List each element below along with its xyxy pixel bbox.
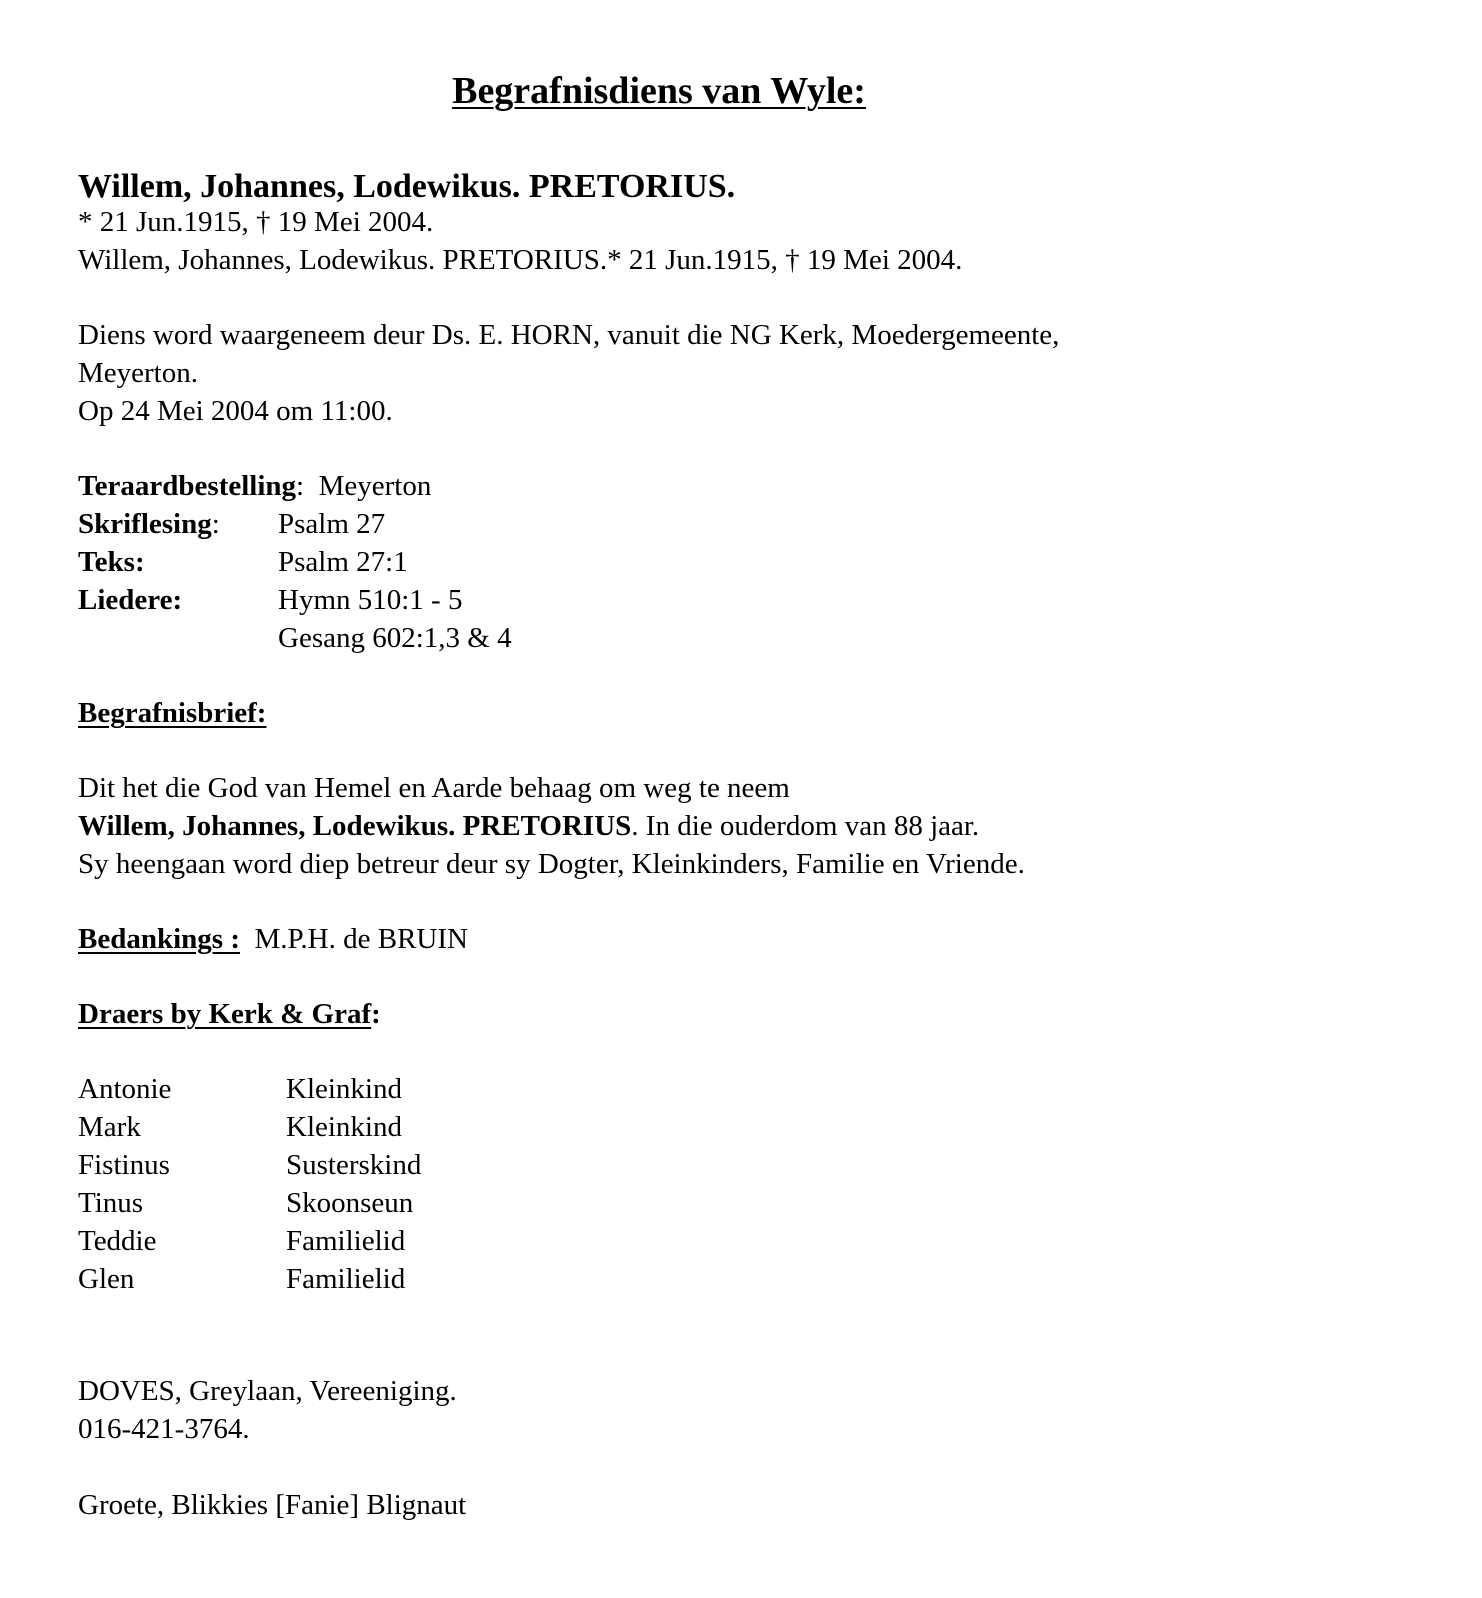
service-line-2: Meyerton. bbox=[78, 357, 198, 389]
pallbearer-relation: Familielid bbox=[286, 1263, 406, 1295]
pallbearer-name: Tinus bbox=[78, 1187, 144, 1219]
pallbearer-name: Mark bbox=[78, 1111, 141, 1143]
letter-heading-text: Begrafnisbrief: bbox=[78, 697, 267, 729]
letter-line-3: Sy heengaan word diep betreur deur sy Dogter, Kleinkinders, Familie en Vriende. bbox=[78, 848, 1025, 880]
letter-line-1: Dit het die God van Hemel en Aarde behaag om weg te neem bbox=[78, 772, 790, 804]
undertaker-line: DOVES, Greylaan, Vereeniging. bbox=[78, 1375, 457, 1407]
service-line-1: Diens word waargeneem deur Ds. E. HORN, vanuit die NG Kerk, Moedergemeente, bbox=[78, 319, 1060, 351]
document-title-text: Begrafnisdiens van Wyle: bbox=[452, 70, 866, 112]
closing-signature: Groete, Blikkies [Fanie] Blignaut bbox=[78, 1489, 467, 1521]
pallbearers-heading bbox=[78, 995, 381, 1033]
document-title bbox=[0, 66, 1318, 116]
reading-label-row bbox=[78, 505, 220, 543]
pallbearers-heading-colon: : bbox=[371, 998, 381, 1030]
letter-heading bbox=[78, 694, 266, 732]
pallbearer-name: Teddie bbox=[78, 1225, 157, 1257]
pallbearer-relation: Skoonseun bbox=[286, 1187, 414, 1219]
pallbearer-relation: Familielid bbox=[286, 1225, 406, 1257]
pallbearers-heading-text: Draers by Kerk & Graf bbox=[78, 998, 372, 1030]
letter-line-2 bbox=[78, 807, 979, 845]
pallbearer-relation: Kleinkind bbox=[286, 1073, 402, 1105]
thanks-value: M.P.H. de BRUIN bbox=[254, 923, 468, 955]
songs-label: Liedere: bbox=[78, 584, 183, 616]
text-value: Psalm 27:1 bbox=[278, 546, 408, 578]
service-line-3: Op 24 Mei 2004 om 11:00. bbox=[78, 395, 393, 427]
undertaker-phone: 016-421-3764. bbox=[78, 1413, 250, 1445]
deceased-dates: * 21 Jun.1915, † 19 Mei 2004. bbox=[78, 206, 434, 238]
pallbearer-relation: Kleinkind bbox=[286, 1111, 402, 1143]
deceased-name-heading: Willem, Johannes, Lodewikus. PRETORIUS. bbox=[78, 168, 736, 205]
reading-label: Skriflesing bbox=[78, 508, 212, 540]
burial-row bbox=[78, 467, 431, 505]
thanks-label: Bedankings : bbox=[78, 923, 240, 955]
deceased-name-dates: Willem, Johannes, Lodewikus. PRETORIUS.* 21 Jun.1915, † 19 Mei 2004. bbox=[78, 244, 963, 276]
burial-value: Meyerton bbox=[318, 470, 432, 502]
pallbearer-relation: Susterskind bbox=[286, 1149, 422, 1181]
reading-value: Psalm 27 bbox=[278, 508, 386, 540]
letter-age-text: . In die ouderdom van 88 jaar. bbox=[631, 810, 980, 842]
burial-label: Teraardbestelling bbox=[78, 470, 297, 502]
thanks-row bbox=[78, 920, 468, 958]
song-item: Gesang 602:1,3 & 4 bbox=[278, 622, 512, 654]
song-item: Hymn 510:1 - 5 bbox=[278, 584, 463, 616]
pallbearer-name: Antonie bbox=[78, 1073, 172, 1105]
reading-colon: : bbox=[211, 508, 220, 540]
letter-deceased-name: Willem, Johannes, Lodewikus. PRETORIUS bbox=[78, 810, 632, 842]
text-label: Teks: bbox=[78, 546, 145, 578]
burial-colon: : bbox=[296, 470, 305, 502]
pallbearer-name: Fistinus bbox=[78, 1149, 170, 1181]
pallbearer-name: Glen bbox=[78, 1263, 135, 1295]
